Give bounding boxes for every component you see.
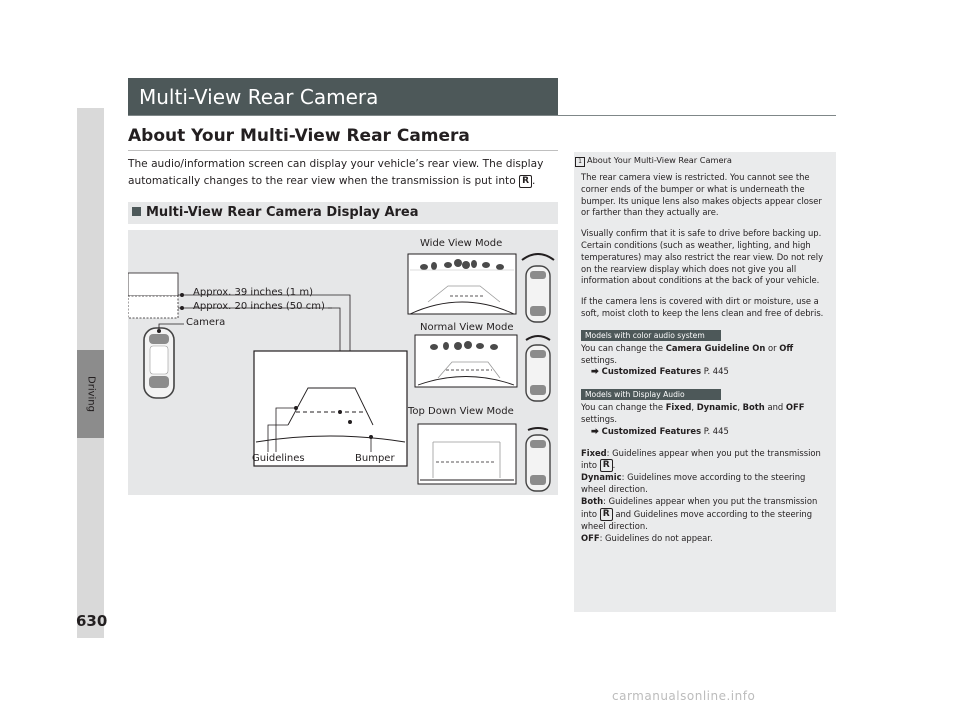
note-icon: 1 (575, 157, 585, 167)
reference-arrow-icon: ⮕ (591, 367, 599, 377)
text: : Guidelines do not appear. (599, 532, 713, 543)
note-paragraph: If the camera lens is covered with dirt or moisture, use a soft, moist cloth to keep the lens clean and free of debris. (581, 296, 824, 318)
label-normal-view-mode: Normal View Mode (420, 322, 514, 333)
reference-arrow-icon: ⮕ (591, 426, 599, 436)
r-key-icon: R (600, 459, 613, 472)
note-heading (575, 155, 732, 167)
note-paragraph (581, 343, 831, 367)
page-title: Multi-View Rear Camera (128, 78, 558, 116)
term: Fixed (581, 447, 607, 458)
label-bumper: Bumper (355, 453, 395, 464)
page-reference[interactable] (581, 426, 831, 438)
fixed-definition: Fixed: Guidelines appear when you put the transmission into R . (581, 447, 821, 471)
label-approx-39-inches: Approx. 39 inches (1 m) (193, 287, 313, 298)
reference-page: P. 445 (703, 425, 729, 436)
text: : Guidelines appear when you put the transmission into (581, 495, 818, 519)
text: , (737, 402, 740, 413)
section-heading: About Your Multi-View Rear Camera (128, 126, 470, 146)
model-badge: Models with Display Audio (581, 389, 721, 400)
square-bullet-icon (132, 207, 141, 216)
reference-label: Customized Features (601, 366, 702, 377)
label-top-down-view-mode: Top Down View Mode (408, 406, 514, 417)
text: You can change the (581, 342, 664, 353)
section-rule (128, 150, 558, 151)
reference-label: Customized Features (601, 425, 702, 436)
text: : Guidelines move according to the steering wheel direction. (581, 472, 806, 495)
intro-paragraph (128, 156, 548, 190)
term: OFF (581, 532, 600, 543)
setting-name: Off (779, 342, 794, 353)
note-body (581, 172, 831, 544)
term: Dynamic (581, 472, 622, 483)
setting-name: OFF (785, 402, 805, 413)
intro-end: . (532, 175, 536, 187)
label-guidelines: Guidelines (252, 453, 305, 464)
page-number: 630 (76, 612, 108, 630)
text: You can change the (581, 402, 664, 413)
text: settings. (581, 354, 618, 365)
r-key-icon: R (519, 175, 532, 188)
reference-page: P. 445 (703, 366, 729, 377)
text: and (767, 402, 784, 413)
setting-name: Fixed (665, 402, 692, 413)
dynamic-definition (581, 472, 831, 496)
car-icon (144, 328, 174, 398)
text: , (691, 402, 695, 413)
note-paragraph: The rear camera view is restricted. You cannot see the corner ends of the bumper or what is underneath the bumper. Its unique lens also makes objects appear closer or farther than they actually are. (581, 172, 822, 218)
camera-display-diagram (128, 230, 558, 495)
label-wide-view-mode: Wide View Mode (420, 238, 503, 249)
r-key-icon: R (600, 508, 613, 521)
note-paragraph: Visually confirm that it is safe to drive before backing up. Certain conditions (such as weather, lighting, and high temperatures) may also restrict the rear view. Do not rely on the rearview display which does not give you all information about conditions at the back of your vehicle. (581, 228, 824, 286)
label-approx-20-inches: Approx. 20 inches (50 cm) (193, 301, 325, 312)
term: Both (581, 495, 604, 506)
text: settings. (581, 413, 618, 424)
off-definition (581, 533, 831, 545)
intro-text: The audio/information screen can display your vehicle’s rear view. The display automatically changes to the rear view when the transmission is put into (128, 158, 544, 187)
page-reference[interactable] (581, 366, 831, 378)
setting-name: Camera Guideline On (665, 342, 766, 353)
subsection-heading (128, 202, 558, 224)
watermark: carmanualsonline.info (612, 689, 756, 703)
setting-name: Both (742, 402, 765, 413)
note-paragraph (581, 402, 831, 426)
label-camera: Camera (186, 317, 226, 328)
note-heading-text: About Your Multi-View Rear Camera (587, 155, 732, 165)
model-badge: Models with color audio system (581, 330, 721, 341)
diagram-graphic (128, 230, 558, 495)
text: and Guidelines move according to the steering wheel direction. (581, 508, 813, 531)
text: : Guidelines appear when you put the transmission into (581, 447, 821, 471)
setting-name: Dynamic (696, 402, 738, 413)
subsection-heading-text: Multi-View Rear Camera Display Area (146, 205, 419, 220)
both-definition (581, 496, 831, 533)
text: or (768, 342, 777, 353)
title-rule (128, 115, 836, 116)
section-label: Driving (85, 376, 97, 412)
